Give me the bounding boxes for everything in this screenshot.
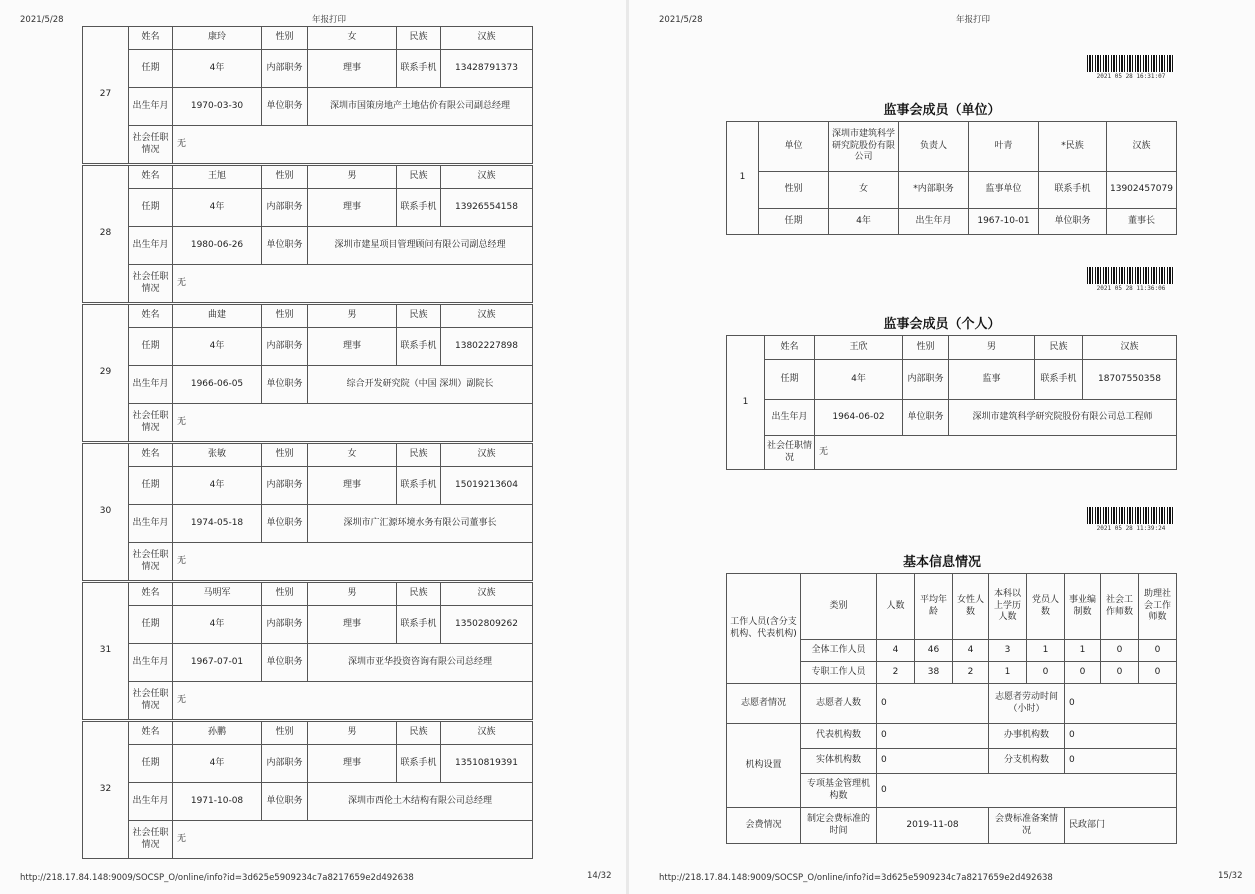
label: 出生年月 bbox=[129, 88, 173, 126]
fee-label: 会费情况 bbox=[727, 808, 801, 844]
member-gender: 男 bbox=[308, 583, 397, 606]
basic-col-header: 类别 bbox=[801, 574, 877, 640]
label: 任期 bbox=[129, 467, 173, 505]
label: 办事机构数 bbox=[989, 724, 1065, 749]
member-unit-post: 深圳市亚华投资咨询有限公司总经理 bbox=[308, 644, 533, 682]
member-social: 无 bbox=[173, 821, 533, 859]
label: 任期 bbox=[129, 606, 173, 644]
gender: 男 bbox=[949, 336, 1035, 360]
birth: 1964-06-02 bbox=[815, 400, 903, 436]
barcode-text: 2021 05 28 11:36:06 bbox=[1096, 285, 1166, 292]
member-number: 28 bbox=[83, 166, 129, 303]
label: 民族 bbox=[397, 722, 441, 745]
header-date: 2021/5/28 bbox=[20, 15, 64, 25]
rep-count: 0 bbox=[877, 724, 989, 749]
basic-cell: 1 bbox=[989, 662, 1027, 684]
member-birth: 1980-06-26 bbox=[173, 227, 262, 265]
basic-col-header: 事业编制数 bbox=[1065, 574, 1101, 640]
label: 任期 bbox=[129, 328, 173, 366]
header-title: 年报打印 bbox=[312, 15, 347, 25]
role: 监事 bbox=[949, 360, 1035, 400]
member-role: 理事 bbox=[308, 606, 397, 644]
label: 任期 bbox=[765, 360, 815, 400]
label: 内部职务 bbox=[262, 606, 308, 644]
barcode-text: 2021 05 28 16:31:07 bbox=[1096, 73, 1166, 80]
label: 社会任职情况 bbox=[129, 126, 173, 164]
label: 单位职务 bbox=[262, 505, 308, 543]
unit-name: 深圳市建筑科学研究院股份有限公司 bbox=[829, 122, 899, 172]
fee-record: 民政部门 bbox=[1065, 808, 1177, 844]
member-role: 理事 bbox=[308, 328, 397, 366]
member-ethnic: 汉族 bbox=[441, 166, 533, 189]
birth: 1967-10-01 bbox=[969, 209, 1039, 235]
member-number: 29 bbox=[83, 305, 129, 442]
member-number: 30 bbox=[83, 444, 129, 581]
label: 性别 bbox=[262, 305, 308, 328]
social: 无 bbox=[815, 436, 1177, 470]
member-birth: 1971-10-08 bbox=[173, 783, 262, 821]
label: 社会任职情况 bbox=[129, 682, 173, 720]
member-term: 4年 bbox=[173, 189, 262, 227]
phone: 13902457079 bbox=[1107, 172, 1177, 209]
label: 内部职务 bbox=[262, 467, 308, 505]
footer-page: 14/32 bbox=[587, 871, 612, 881]
label: 社会任职情况 bbox=[765, 436, 815, 470]
member-unit-post: 深圳市建星项目管理顾问有限公司副总经理 bbox=[308, 227, 533, 265]
basic-cell: 0 bbox=[1101, 662, 1139, 684]
label: 任期 bbox=[129, 189, 173, 227]
gender: 女 bbox=[829, 172, 899, 209]
unit-post: 董事长 bbox=[1107, 209, 1177, 235]
label: 出生年月 bbox=[129, 644, 173, 682]
member-phone: 13926554158 bbox=[441, 189, 533, 227]
member-name: 康玲 bbox=[173, 27, 262, 50]
basic-cell: 46 bbox=[915, 640, 953, 662]
volunteer-label: 志愿者情况 bbox=[727, 684, 801, 724]
label: 联系手机 bbox=[1035, 360, 1083, 400]
label: 民族 bbox=[397, 444, 441, 467]
basic-cell: 4 bbox=[877, 640, 915, 662]
member-birth: 1967-07-01 bbox=[173, 644, 262, 682]
member-name: 王旭 bbox=[173, 166, 262, 189]
head-name: 叶青 bbox=[969, 122, 1039, 172]
label: 民族 bbox=[397, 305, 441, 328]
basic-col-header: 平均年龄 bbox=[915, 574, 953, 640]
council-member-table bbox=[82, 304, 533, 442]
label: 联系手机 bbox=[397, 606, 441, 644]
member-phone: 13510819391 bbox=[441, 745, 533, 783]
member-ethnic: 汉族 bbox=[441, 27, 533, 50]
supervisor-unit-title: 监事会成员（单位） bbox=[883, 103, 1001, 118]
ethnic: 汉族 bbox=[1083, 336, 1177, 360]
member-term: 4年 bbox=[173, 606, 262, 644]
member-birth: 1970-03-30 bbox=[173, 88, 262, 126]
barcode-bars bbox=[1087, 55, 1175, 72]
basic-cell: 2 bbox=[953, 662, 989, 684]
label: 单位 bbox=[759, 122, 829, 172]
label: *民族 bbox=[1039, 122, 1107, 172]
basic-col-header: 党员人数 bbox=[1027, 574, 1065, 640]
barcode-text: 2021 05 28 11:39:24 bbox=[1096, 525, 1166, 532]
basic-cell: 1 bbox=[1065, 640, 1101, 662]
label: 姓名 bbox=[129, 722, 173, 745]
basic-cell: 0 bbox=[1139, 640, 1177, 662]
office-count: 0 bbox=[1065, 724, 1177, 749]
member-gender: 女 bbox=[308, 27, 397, 50]
basic-cell: 0 bbox=[1027, 662, 1065, 684]
row-number: 1 bbox=[727, 336, 765, 470]
staff-label: 工作人员(含分支机构、代表机构) bbox=[727, 574, 801, 684]
label: 联系手机 bbox=[397, 50, 441, 88]
council-member-table bbox=[82, 582, 533, 720]
label: 单位职务 bbox=[262, 88, 308, 126]
label: 社会任职情况 bbox=[129, 265, 173, 303]
label: 社会任职情况 bbox=[129, 404, 173, 442]
barcode-3 bbox=[1087, 507, 1175, 532]
member-name: 孙鹏 bbox=[173, 722, 262, 745]
label: 出生年月 bbox=[129, 505, 173, 543]
label: 姓名 bbox=[129, 305, 173, 328]
member-term: 4年 bbox=[173, 745, 262, 783]
member-gender: 男 bbox=[308, 166, 397, 189]
member-name: 马明军 bbox=[173, 583, 262, 606]
label: 民族 bbox=[397, 27, 441, 50]
label: 志愿者人数 bbox=[801, 684, 877, 724]
label: 性别 bbox=[903, 336, 949, 360]
member-term: 4年 bbox=[173, 50, 262, 88]
barcode-2 bbox=[1087, 267, 1175, 292]
barcode-bars bbox=[1087, 507, 1175, 524]
label: 志愿者劳动时间（小时） bbox=[989, 684, 1065, 724]
label: 内部职务 bbox=[903, 360, 949, 400]
supervisor-person-title: 监事会成员（个人） bbox=[883, 317, 1001, 332]
basic-col-header: 社会工作师数 bbox=[1101, 574, 1139, 640]
council-member-table bbox=[82, 26, 533, 164]
label: 出生年月 bbox=[129, 366, 173, 404]
header-date: 2021/5/28 bbox=[659, 15, 703, 25]
branch-count: 0 bbox=[1065, 749, 1177, 774]
member-unit-post: 综合开发研究院（中国 深圳）副院长 bbox=[308, 366, 533, 404]
label: 民族 bbox=[1035, 336, 1083, 360]
label: 任期 bbox=[759, 209, 829, 235]
basic-cell: 0 bbox=[1065, 662, 1101, 684]
label: 单位职务 bbox=[262, 366, 308, 404]
inner-post: 监事单位 bbox=[969, 172, 1039, 209]
supervisor-unit-table bbox=[726, 121, 1177, 235]
member-social: 无 bbox=[173, 404, 533, 442]
label: 制定会费标准的时间 bbox=[801, 808, 877, 844]
label: 实体机构数 bbox=[801, 749, 877, 774]
name: 王欣 bbox=[815, 336, 903, 360]
basic-row-label: 专职工作人员 bbox=[801, 662, 877, 684]
label: 联系手机 bbox=[397, 189, 441, 227]
fund-count: 0 bbox=[877, 774, 1177, 808]
label: 性别 bbox=[759, 172, 829, 209]
label: 联系手机 bbox=[397, 745, 441, 783]
label: 内部职务 bbox=[262, 189, 308, 227]
member-role: 理事 bbox=[308, 50, 397, 88]
basic-col-header: 女性人数 bbox=[953, 574, 989, 640]
ethnic: 汉族 bbox=[1107, 122, 1177, 172]
header-title: 年报打印 bbox=[956, 15, 991, 25]
label: 出生年月 bbox=[765, 400, 815, 436]
label: 出生年月 bbox=[899, 209, 969, 235]
label: 联系手机 bbox=[397, 328, 441, 366]
label: 联系手机 bbox=[1039, 172, 1107, 209]
member-birth: 1974-05-18 bbox=[173, 505, 262, 543]
entity-count: 0 bbox=[877, 749, 989, 774]
label: 单位职务 bbox=[1039, 209, 1107, 235]
basic-row-label: 全体工作人员 bbox=[801, 640, 877, 662]
label: 分支机构数 bbox=[989, 749, 1065, 774]
label: 单位职务 bbox=[903, 400, 949, 436]
label: 代表机构数 bbox=[801, 724, 877, 749]
member-social: 无 bbox=[173, 682, 533, 720]
label: 单位职务 bbox=[262, 644, 308, 682]
basic-cell: 3 bbox=[989, 640, 1027, 662]
org-label: 机构设置 bbox=[727, 724, 801, 808]
member-ethnic: 汉族 bbox=[441, 305, 533, 328]
label: *内部职务 bbox=[899, 172, 969, 209]
label: 单位职务 bbox=[262, 227, 308, 265]
member-name: 曲建 bbox=[173, 305, 262, 328]
basic-col-header: 助理社会工作师数 bbox=[1139, 574, 1177, 640]
member-role: 理事 bbox=[308, 745, 397, 783]
label: 性别 bbox=[262, 583, 308, 606]
member-number: 31 bbox=[83, 583, 129, 720]
basic-cell: 4 bbox=[953, 640, 989, 662]
footer-page: 15/32 bbox=[1218, 871, 1243, 881]
label: 民族 bbox=[397, 166, 441, 189]
council-member-table bbox=[82, 165, 533, 303]
label: 任期 bbox=[129, 745, 173, 783]
unit-post: 深圳市建筑科学研究院股份有限公司总工程师 bbox=[949, 400, 1177, 436]
label: 性别 bbox=[262, 27, 308, 50]
basic-info-table bbox=[726, 573, 1177, 844]
council-member-table bbox=[82, 443, 533, 581]
barcode-bars bbox=[1087, 267, 1175, 284]
supervisor-person-table bbox=[726, 335, 1177, 470]
member-ethnic: 汉族 bbox=[441, 722, 533, 745]
basic-cell: 0 bbox=[1101, 640, 1139, 662]
label: 性别 bbox=[262, 166, 308, 189]
label: 负责人 bbox=[899, 122, 969, 172]
label: 出生年月 bbox=[129, 227, 173, 265]
row-number: 1 bbox=[727, 122, 759, 235]
label: 社会任职情况 bbox=[129, 821, 173, 859]
member-unit-post: 深圳市广汇源环境水务有限公司董事长 bbox=[308, 505, 533, 543]
member-name: 张敏 bbox=[173, 444, 262, 467]
member-phone: 15019213604 bbox=[441, 467, 533, 505]
label: 性别 bbox=[262, 444, 308, 467]
basic-col-header: 人数 bbox=[877, 574, 915, 640]
member-role: 理事 bbox=[308, 189, 397, 227]
basic-col-header: 本科以上学历人数 bbox=[989, 574, 1027, 640]
label: 民族 bbox=[397, 583, 441, 606]
member-social: 无 bbox=[173, 265, 533, 303]
member-gender: 女 bbox=[308, 444, 397, 467]
label: 姓名 bbox=[129, 583, 173, 606]
council-member-table bbox=[82, 721, 533, 859]
member-unit-post: 深圳市西伦土木结构有限公司总经理 bbox=[308, 783, 533, 821]
member-social: 无 bbox=[173, 126, 533, 164]
label: 内部职务 bbox=[262, 328, 308, 366]
member-social: 无 bbox=[173, 543, 533, 581]
basic-info-title: 基本信息情况 bbox=[902, 555, 981, 570]
member-term: 4年 bbox=[173, 467, 262, 505]
member-phone: 13802227898 bbox=[441, 328, 533, 366]
member-role: 理事 bbox=[308, 467, 397, 505]
member-phone: 13502809262 bbox=[441, 606, 533, 644]
footer-url: http://218.17.84.148:9009/SOCSP_O/online/info?id=3d625e5909234c7a8217659e2d492638 bbox=[659, 873, 1053, 883]
member-birth: 1966-06-05 bbox=[173, 366, 262, 404]
label: 会费标准备案情况 bbox=[989, 808, 1065, 844]
member-ethnic: 汉族 bbox=[441, 444, 533, 467]
label: 联系手机 bbox=[397, 467, 441, 505]
label: 任期 bbox=[129, 50, 173, 88]
label: 单位职务 bbox=[262, 783, 308, 821]
label: 姓名 bbox=[765, 336, 815, 360]
member-gender: 男 bbox=[308, 722, 397, 745]
basic-cell: 2 bbox=[877, 662, 915, 684]
left-page bbox=[0, 0, 626, 894]
basic-cell: 1 bbox=[1027, 640, 1065, 662]
volunteer-count: 0 bbox=[877, 684, 989, 724]
member-phone: 13428791373 bbox=[441, 50, 533, 88]
volunteer-hours: 0 bbox=[1065, 684, 1177, 724]
right-page bbox=[629, 0, 1255, 894]
footer-url: http://218.17.84.148:9009/SOCSP_O/online/info?id=3d625e5909234c7a8217659e2d492638 bbox=[20, 873, 414, 883]
label: 出生年月 bbox=[129, 783, 173, 821]
label: 专项基金管理机构数 bbox=[801, 774, 877, 808]
phone: 18707550358 bbox=[1083, 360, 1177, 400]
label: 内部职务 bbox=[262, 50, 308, 88]
fee-time: 2019-11-08 bbox=[877, 808, 989, 844]
label: 姓名 bbox=[129, 444, 173, 467]
member-number: 27 bbox=[83, 27, 129, 164]
term: 4年 bbox=[829, 209, 899, 235]
member-number: 32 bbox=[83, 722, 129, 859]
member-gender: 男 bbox=[308, 305, 397, 328]
label: 姓名 bbox=[129, 27, 173, 50]
basic-cell: 38 bbox=[915, 662, 953, 684]
label: 社会任职情况 bbox=[129, 543, 173, 581]
term: 4年 bbox=[815, 360, 903, 400]
basic-header-row bbox=[727, 574, 1177, 640]
basic-cell: 0 bbox=[1139, 662, 1177, 684]
member-term: 4年 bbox=[173, 328, 262, 366]
member-ethnic: 汉族 bbox=[441, 583, 533, 606]
label: 内部职务 bbox=[262, 745, 308, 783]
member-unit-post: 深圳市国策房地产土地估价有限公司副总经理 bbox=[308, 88, 533, 126]
label: 性别 bbox=[262, 722, 308, 745]
label: 姓名 bbox=[129, 166, 173, 189]
barcode-1 bbox=[1087, 55, 1175, 80]
